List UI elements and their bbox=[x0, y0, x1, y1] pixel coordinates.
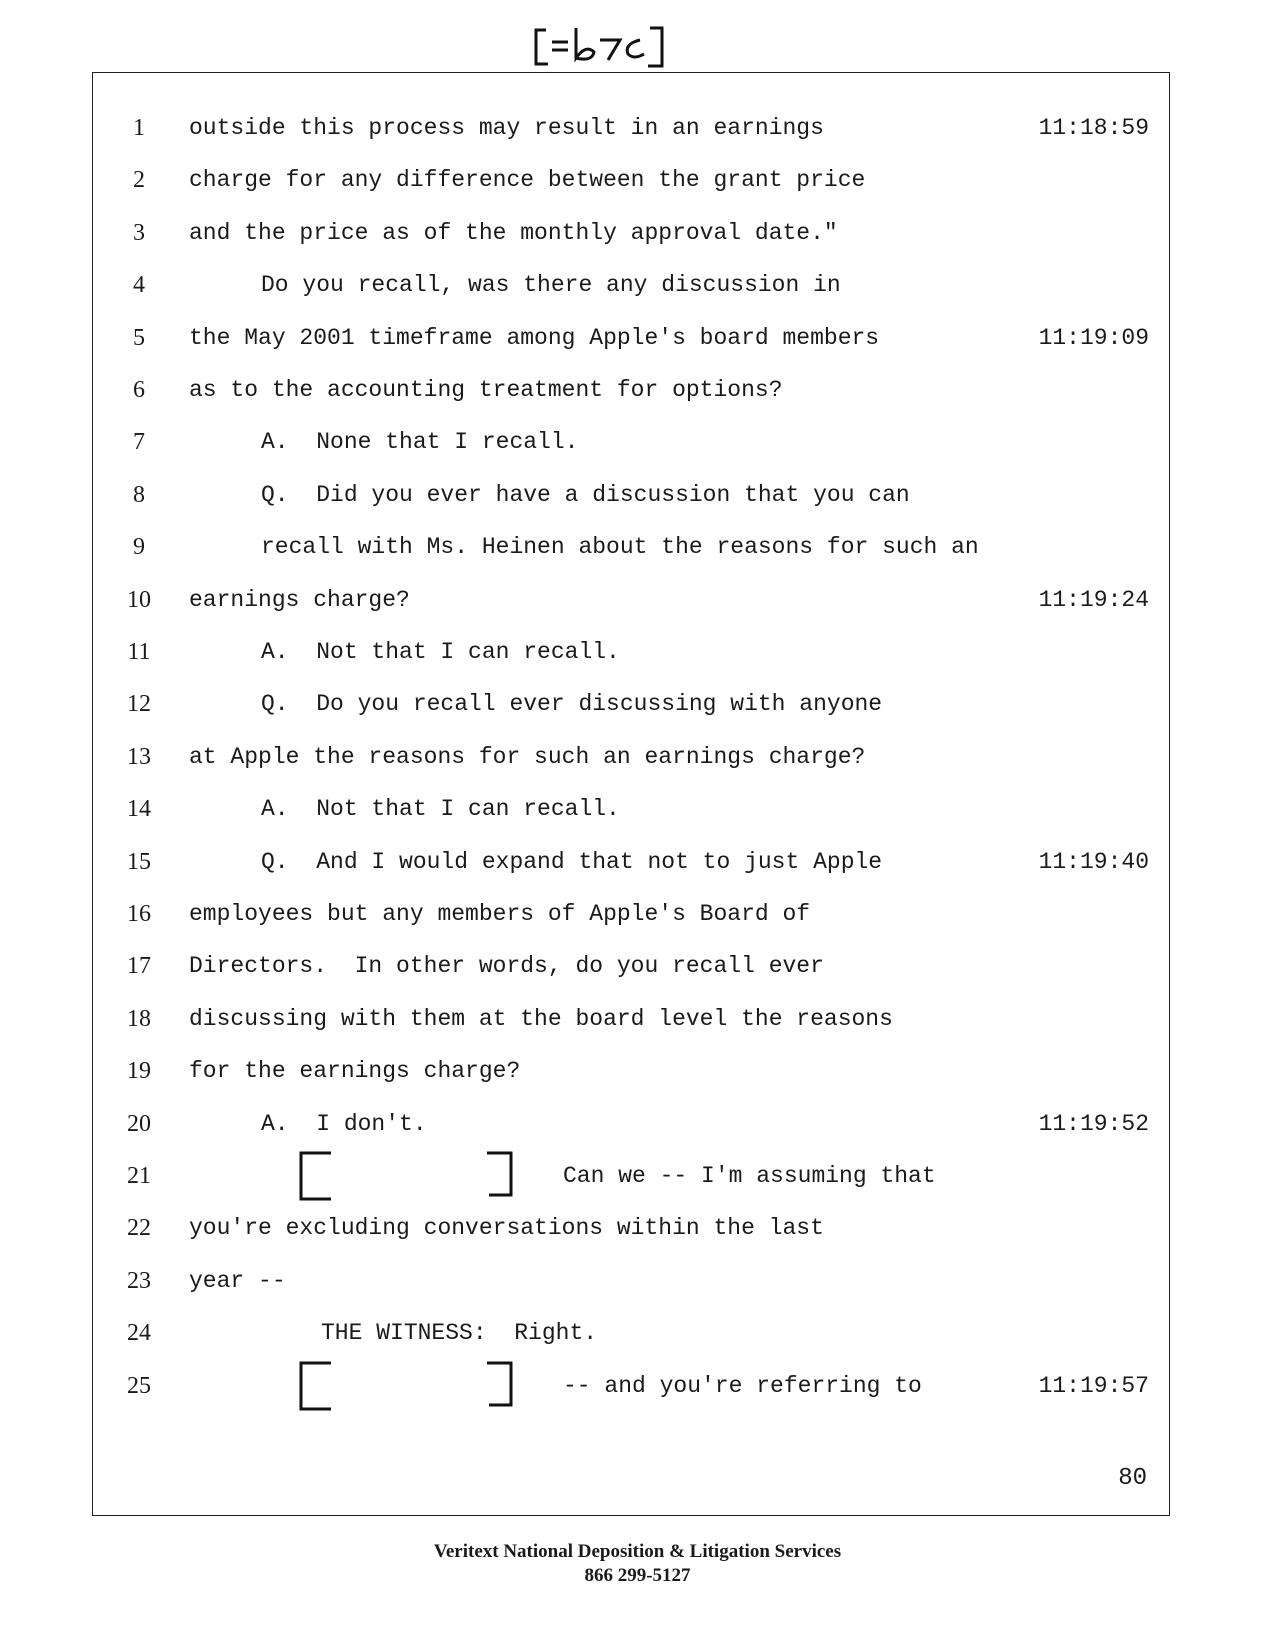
line-text: THE WITNESS: Right. bbox=[321, 1320, 598, 1347]
transcript-line bbox=[93, 153, 1169, 207]
timestamp: 11:19:52 bbox=[1038, 1110, 1149, 1137]
line-text: as to the accounting treatment for options? bbox=[189, 377, 783, 403]
line-number: 24 bbox=[127, 1320, 151, 1347]
line-number: 18 bbox=[127, 1005, 151, 1032]
footer bbox=[0, 1540, 1275, 1588]
line-number: 2 bbox=[133, 167, 145, 194]
timestamp: 11:19:40 bbox=[1038, 848, 1149, 875]
transcript-line bbox=[93, 782, 1169, 836]
line-number: 14 bbox=[127, 796, 151, 823]
line-number: 13 bbox=[127, 743, 151, 770]
timestamp: 11:19:57 bbox=[1038, 1372, 1149, 1399]
line-text: Q. Do you recall ever discussing with anyone bbox=[261, 691, 883, 718]
line-number: 16 bbox=[127, 901, 151, 927]
line-text: discussing with them at the board level the reasons bbox=[189, 1005, 893, 1032]
line-number: 9 bbox=[133, 534, 145, 561]
transcript-page-frame bbox=[92, 72, 1170, 1516]
line-text: the May 2001 timeframe among Apple's board members bbox=[189, 324, 880, 351]
line-text: A. I don't. bbox=[261, 1110, 427, 1137]
line-number: 5 bbox=[133, 324, 145, 351]
line-text: Do you recall, was there any discussion in bbox=[261, 272, 841, 299]
line-text: A. Not that I can recall. bbox=[261, 796, 620, 823]
line-text: for the earnings charge? bbox=[189, 1058, 521, 1085]
transcript-line bbox=[93, 1254, 1169, 1308]
footer-company: Veritext National Deposition & Litigation Services bbox=[433, 1541, 842, 1562]
page-number: 80 bbox=[1118, 1465, 1147, 1492]
transcript-line bbox=[93, 992, 1169, 1046]
transcript-line bbox=[93, 206, 1169, 260]
line-number: 25 bbox=[127, 1372, 151, 1399]
line-text: year -- bbox=[189, 1267, 286, 1294]
transcript-line bbox=[93, 1149, 1169, 1203]
transcript-line bbox=[93, 311, 1169, 365]
line-number: 3 bbox=[133, 219, 145, 246]
line-text: and the price as of the monthly approval date." bbox=[189, 219, 838, 246]
transcript-line bbox=[93, 363, 1169, 417]
line-text: Q. And I would expand that not to just Apple bbox=[261, 848, 883, 875]
line-text: earnings charge? bbox=[189, 586, 410, 613]
transcript-line bbox=[93, 887, 1169, 941]
redaction-bracket bbox=[297, 1359, 527, 1434]
transcript-line bbox=[93, 258, 1169, 312]
line-text: Directors. In other words, do you recall ever bbox=[189, 953, 824, 980]
timestamp: 11:19:24 bbox=[1038, 586, 1149, 613]
transcript-line bbox=[93, 1044, 1169, 1098]
line-number: 17 bbox=[127, 953, 151, 980]
timestamp: 11:19:09 bbox=[1038, 324, 1149, 351]
transcript-line bbox=[93, 1097, 1169, 1151]
line-text: recall with Ms. Heinen about the reasons for such an bbox=[261, 534, 979, 561]
transcript-line bbox=[93, 573, 1169, 627]
footer-phone: 866 299-5127 bbox=[584, 1565, 691, 1586]
line-text: Q. Did you ever have a discussion that you can bbox=[261, 481, 910, 508]
line-number: 10 bbox=[127, 586, 151, 613]
handwritten-annotation-drawing bbox=[528, 22, 678, 72]
line-text: A. None that I recall. bbox=[261, 429, 579, 456]
line-text: outside this process may result in an earnings bbox=[189, 115, 824, 141]
timestamp: 11:18:59 bbox=[1038, 115, 1149, 141]
line-number: 15 bbox=[127, 848, 151, 875]
line-text: charge for any difference between the grant price bbox=[189, 167, 866, 194]
line-number: 20 bbox=[127, 1110, 151, 1137]
transcript-line bbox=[93, 625, 1169, 679]
line-number: 7 bbox=[133, 429, 145, 456]
transcript-line bbox=[93, 1306, 1169, 1360]
line-text: Can we -- I'm assuming that bbox=[563, 1163, 936, 1189]
transcript-line bbox=[93, 1359, 1169, 1413]
line-text: -- and you're referring to bbox=[563, 1372, 922, 1399]
line-text: employees but any members of Apple's Board of bbox=[189, 901, 811, 927]
line-number: 23 bbox=[127, 1267, 151, 1294]
transcript-line bbox=[93, 468, 1169, 522]
transcript-line bbox=[93, 415, 1169, 469]
transcript-line bbox=[93, 677, 1169, 731]
handwritten-redaction-code bbox=[528, 22, 678, 72]
line-number: 6 bbox=[133, 377, 145, 403]
line-number: 8 bbox=[133, 481, 145, 508]
line-number: 4 bbox=[133, 272, 145, 299]
transcript-line bbox=[93, 101, 1169, 155]
line-number: 1 bbox=[133, 115, 145, 141]
line-text: at Apple the reasons for such an earnings charge? bbox=[189, 743, 866, 770]
line-number: 19 bbox=[127, 1058, 151, 1085]
transcript-line bbox=[93, 835, 1169, 889]
line-number: 11 bbox=[127, 639, 151, 665]
line-number: 12 bbox=[127, 691, 151, 718]
line-text: A. Not that I can recall. bbox=[261, 639, 620, 665]
transcript-line bbox=[93, 730, 1169, 784]
line-number: 22 bbox=[127, 1215, 151, 1242]
transcript-line bbox=[93, 1201, 1169, 1255]
line-number: 21 bbox=[127, 1163, 151, 1189]
transcript-line bbox=[93, 939, 1169, 993]
transcript-line bbox=[93, 520, 1169, 574]
line-text: you're excluding conversations within the last bbox=[189, 1215, 824, 1242]
